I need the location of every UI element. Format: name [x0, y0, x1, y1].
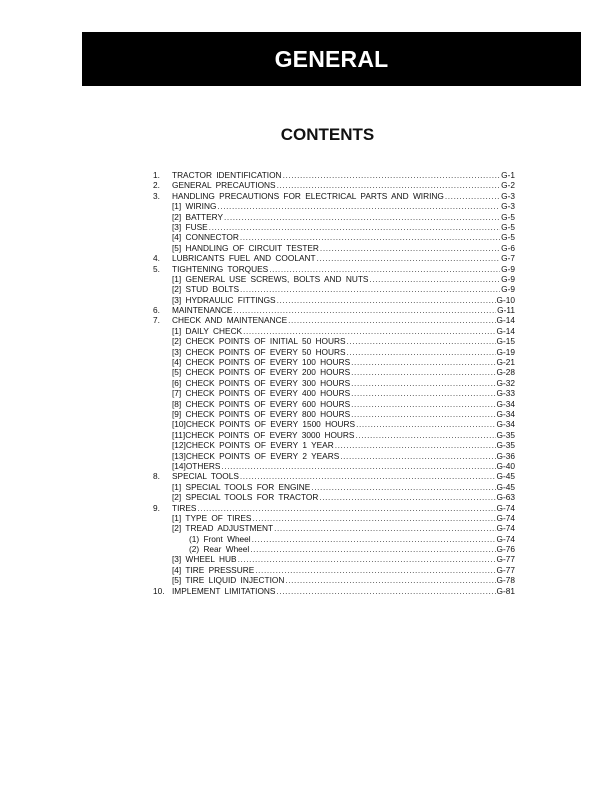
toc-entry-label: [14]OTHERS [172, 460, 221, 471]
toc-dot-leader [252, 513, 495, 523]
toc-dot-leader [250, 544, 495, 554]
toc-entry[interactable] [153, 284, 515, 294]
toc-entry-number: 6. [153, 305, 160, 316]
table-of-contents [153, 170, 515, 596]
toc-entry[interactable] [153, 544, 515, 554]
toc-entry-page: G-33 [496, 388, 515, 399]
toc-entry-number: 2. [153, 180, 160, 191]
toc-entry-label: [5] TIRE LIQUID INJECTION [172, 575, 285, 586]
toc-dot-leader [351, 367, 495, 377]
toc-entry-page: G-28 [496, 367, 515, 378]
toc-entry-label: TIGHTENING TORQUES [172, 263, 269, 274]
toc-entry-label: [1] GENERAL USE SCREWS, BOLTS AND NUTS [172, 273, 369, 284]
toc-entry[interactable] [153, 399, 515, 409]
toc-entry-page: G-74 [496, 502, 515, 513]
toc-entry-label: [2] STUD BOLTS [172, 284, 240, 295]
toc-entry-page: G-35 [496, 429, 515, 440]
toc-entry[interactable] [153, 482, 515, 492]
toc-entry[interactable] [153, 492, 515, 502]
toc-dot-leader [356, 419, 495, 429]
toc-entry-page: G-14 [496, 315, 515, 326]
toc-entry[interactable] [153, 222, 515, 232]
toc-dot-leader [209, 222, 500, 232]
toc-entry-page: G-81 [496, 585, 515, 596]
toc-entry[interactable] [153, 180, 515, 190]
toc-entry-label: GENERAL PRECAUTIONS [172, 180, 276, 191]
toc-dot-leader [351, 409, 495, 419]
toc-dot-leader [311, 482, 495, 492]
toc-entry[interactable] [153, 253, 515, 263]
toc-dot-leader [347, 336, 496, 346]
toc-entry-label: [5] HANDLING OF CIRCUIT TESTER [172, 242, 319, 253]
toc-entry-page: G-36 [496, 450, 515, 461]
toc-entry-label: [1] DAILY CHECK [172, 325, 243, 336]
toc-dot-leader [351, 388, 495, 398]
toc-entry[interactable] [153, 440, 515, 450]
toc-entry-page: G-34 [496, 398, 515, 409]
toc-entry-page: G-78 [496, 575, 515, 586]
toc-entry[interactable] [153, 212, 515, 222]
toc-entry-label: TIRES [172, 502, 197, 513]
toc-entry-page: G-74 [496, 523, 515, 534]
toc-dot-leader [197, 503, 495, 513]
toc-entry-label: [9] CHECK POINTS OF EVERY 800 HOURS [172, 408, 351, 419]
toc-entry-label: TRACTOR IDENTIFICATION [172, 170, 282, 180]
toc-entry-label: [5] CHECK POINTS OF EVERY 200 HOURS [172, 367, 351, 378]
toc-dot-leader [320, 243, 500, 253]
toc-entry[interactable] [153, 191, 515, 201]
toc-entry-page: G-77 [496, 564, 515, 575]
toc-entry-label: [4] CHECK POINTS OF EVERY 100 HOURS [172, 357, 351, 368]
toc-dot-leader [285, 575, 495, 585]
toc-dot-leader [369, 274, 500, 284]
toc-dot-leader [335, 440, 496, 450]
toc-dot-leader [255, 565, 495, 575]
toc-dot-leader [288, 315, 495, 325]
toc-entry-page: G-34 [496, 419, 515, 430]
toc-entry[interactable] [153, 274, 515, 284]
toc-entry-label: LUBRICANTS FUEL AND COOLANT [172, 253, 316, 264]
toc-entry-label: SPECIAL TOOLS [172, 471, 239, 482]
toc-dot-leader [240, 471, 496, 481]
toc-entry-number: 3. [153, 190, 160, 201]
toc-entry-page: G-35 [496, 440, 515, 451]
toc-entry-page: G-5 [501, 211, 515, 222]
toc-entry-label: [3] WHEEL HUB [172, 554, 237, 565]
toc-entry-page: G-3 [501, 190, 515, 201]
toc-entry-label: [11]CHECK POINTS OF EVERY 3000 HOURS [172, 429, 355, 440]
toc-entry-page: G-63 [496, 492, 515, 503]
toc-entry-label: IMPLEMENT LIMITATIONS [172, 585, 276, 596]
toc-entry-number: 10. [153, 585, 165, 596]
toc-entry-label: CHECK AND MAINTENANCE [172, 315, 288, 326]
toc-entry[interactable] [153, 264, 515, 274]
toc-entry-label: [2] TREAD ADJUSTMENT [172, 523, 274, 534]
toc-entry[interactable] [153, 336, 515, 346]
toc-entry[interactable] [153, 326, 515, 336]
toc-entry[interactable] [153, 295, 515, 305]
toc-dot-leader [355, 430, 495, 440]
contents-heading: CONTENTS [280, 125, 375, 144]
toc-entry-label: (2) Rear Wheel [189, 544, 250, 555]
toc-dot-leader [276, 586, 495, 596]
toc-entry-page: G-7 [501, 253, 515, 264]
toc-entry-label: [1] SPECIAL TOOLS FOR ENGINE [172, 481, 311, 492]
toc-entry[interactable] [153, 378, 515, 388]
toc-entry[interactable] [153, 565, 515, 575]
toc-entry[interactable] [153, 367, 515, 377]
toc-entry-number: 1. [153, 170, 160, 180]
toc-entry-page: G-74 [496, 512, 515, 523]
toc-entry-label: [8] CHECK POINTS OF EVERY 600 HOURS [172, 398, 351, 409]
toc-entry-label: [1] WIRING [172, 201, 217, 212]
toc-entry-label: (1) Front Wheel [189, 533, 251, 544]
toc-entry-page: G-9 [501, 273, 515, 284]
toc-entry[interactable] [153, 243, 515, 253]
toc-entry[interactable] [153, 534, 515, 544]
toc-dot-leader [269, 264, 500, 274]
toc-entry-page: G-5 [501, 221, 515, 232]
toc-entry-label: MAINTENANCE [172, 305, 233, 316]
toc-entry[interactable] [153, 232, 515, 242]
toc-dot-leader [224, 212, 500, 222]
toc-entry-label: [1] TYPE OF TIRES [172, 512, 252, 523]
toc-entry-page: G-9 [501, 263, 515, 274]
toc-dot-leader [317, 253, 501, 263]
toc-entry-number: 8. [153, 471, 160, 482]
toc-entry-label: [2] BATTERY [172, 211, 224, 222]
toc-entry-label: [2] SPECIAL TOOLS FOR TRACTOR [172, 492, 319, 503]
toc-dot-leader [252, 534, 496, 544]
toc-entry[interactable] [153, 586, 515, 596]
toc-entry-page: G-11 [497, 305, 515, 316]
toc-dot-leader [340, 451, 495, 461]
toc-entry[interactable] [153, 347, 515, 357]
toc-entry-label: [13]CHECK POINTS OF EVERY 2 YEARS [172, 450, 340, 461]
toc-dot-leader [319, 492, 495, 502]
toc-entry[interactable] [153, 451, 515, 461]
toc-dot-leader [283, 170, 501, 180]
toc-dot-leader [351, 378, 495, 388]
toc-entry-label: [6] CHECK POINTS OF EVERY 300 HOURS [172, 377, 351, 388]
toc-dot-leader [240, 232, 500, 242]
toc-entry-label: [10]CHECK POINTS OF EVERY 1500 HOURS [172, 419, 356, 430]
toc-entry-label: [3] CHECK POINTS OF EVERY 50 HOURS [172, 346, 346, 357]
toc-entry-label: [2] CHECK POINTS OF INITIAL 50 HOURS [172, 336, 346, 347]
toc-entry-label: HANDLING PRECAUTIONS FOR ELECTRICAL PARTS AND WIRING [172, 190, 444, 201]
toc-entry-page: G-76 [496, 544, 515, 555]
toc-entry-label: [3] FUSE [172, 221, 208, 232]
toc-entry[interactable] [153, 357, 515, 367]
toc-entry-page: G-40 [496, 460, 515, 471]
toc-entry-label: [12]CHECK POINTS OF EVERY 1 YEAR [172, 440, 334, 451]
toc-dot-leader [347, 347, 496, 357]
toc-dot-leader [240, 284, 500, 294]
section-title: GENERAL [274, 45, 389, 72]
toc-dot-leader [351, 399, 495, 409]
toc-entry[interactable] [153, 471, 515, 481]
toc-entry-page: G-10 [496, 294, 515, 305]
toc-dot-leader [351, 357, 495, 367]
toc-entry[interactable] [153, 461, 515, 471]
toc-entry[interactable] [153, 430, 515, 440]
toc-dot-leader [233, 305, 496, 315]
toc-entry[interactable] [153, 513, 515, 523]
toc-entry-page: G-74 [496, 533, 515, 544]
toc-entry-page: G-77 [496, 554, 515, 565]
toc-entry-page: G-9 [501, 284, 515, 295]
toc-entry[interactable] [153, 201, 515, 211]
toc-entry[interactable] [153, 305, 515, 315]
toc-entry-number: 4. [153, 253, 160, 264]
toc-entry[interactable] [153, 315, 515, 325]
toc-entry-page: G-1 [501, 170, 515, 180]
toc-entry-page: G-32 [496, 377, 515, 388]
toc-entry-page: G-19 [496, 346, 515, 357]
toc-dot-leader [277, 180, 501, 190]
toc-entry[interactable] [153, 523, 515, 533]
toc-dot-leader [445, 191, 500, 201]
toc-entry-label: [4] CONNECTOR [172, 232, 239, 243]
toc-entry-label: [3] HYDRAULIC FITTINGS [172, 294, 276, 305]
toc-entry-page: G-5 [501, 232, 515, 243]
toc-entry[interactable] [153, 503, 515, 513]
toc-entry-label: [7] CHECK POINTS OF EVERY 400 HOURS [172, 388, 351, 399]
toc-entry-page: G-6 [501, 242, 515, 253]
toc-dot-leader [277, 295, 496, 305]
toc-entry[interactable] [153, 575, 515, 585]
toc-entry-page: G-45 [496, 481, 515, 492]
section-header-banner [82, 32, 581, 86]
toc-dot-leader [243, 326, 495, 336]
toc-dot-leader [217, 201, 500, 211]
toc-entry-number: 9. [153, 502, 160, 513]
toc-entry-page: G-3 [501, 201, 515, 212]
toc-dot-leader [274, 523, 495, 533]
toc-dot-leader [238, 554, 496, 564]
toc-entry-page: G-45 [496, 471, 515, 482]
toc-entry-page: G-34 [496, 408, 515, 419]
toc-entry-number: 5. [153, 263, 160, 274]
toc-entry[interactable] [153, 388, 515, 398]
toc-entry-page: G-2 [501, 180, 515, 191]
toc-entry-page: G-15 [496, 336, 515, 347]
toc-entry-number: 7. [153, 315, 160, 326]
toc-entry-label: [4] TIRE PRESSURE [172, 564, 255, 575]
toc-entry[interactable] [153, 419, 515, 429]
toc-entry-page: G-14 [496, 325, 515, 336]
toc-entry-page: G-21 [496, 357, 515, 368]
toc-dot-leader [221, 461, 495, 471]
toc-entry[interactable] [153, 170, 515, 180]
toc-entry[interactable] [153, 409, 515, 419]
toc-entry[interactable] [153, 554, 515, 564]
